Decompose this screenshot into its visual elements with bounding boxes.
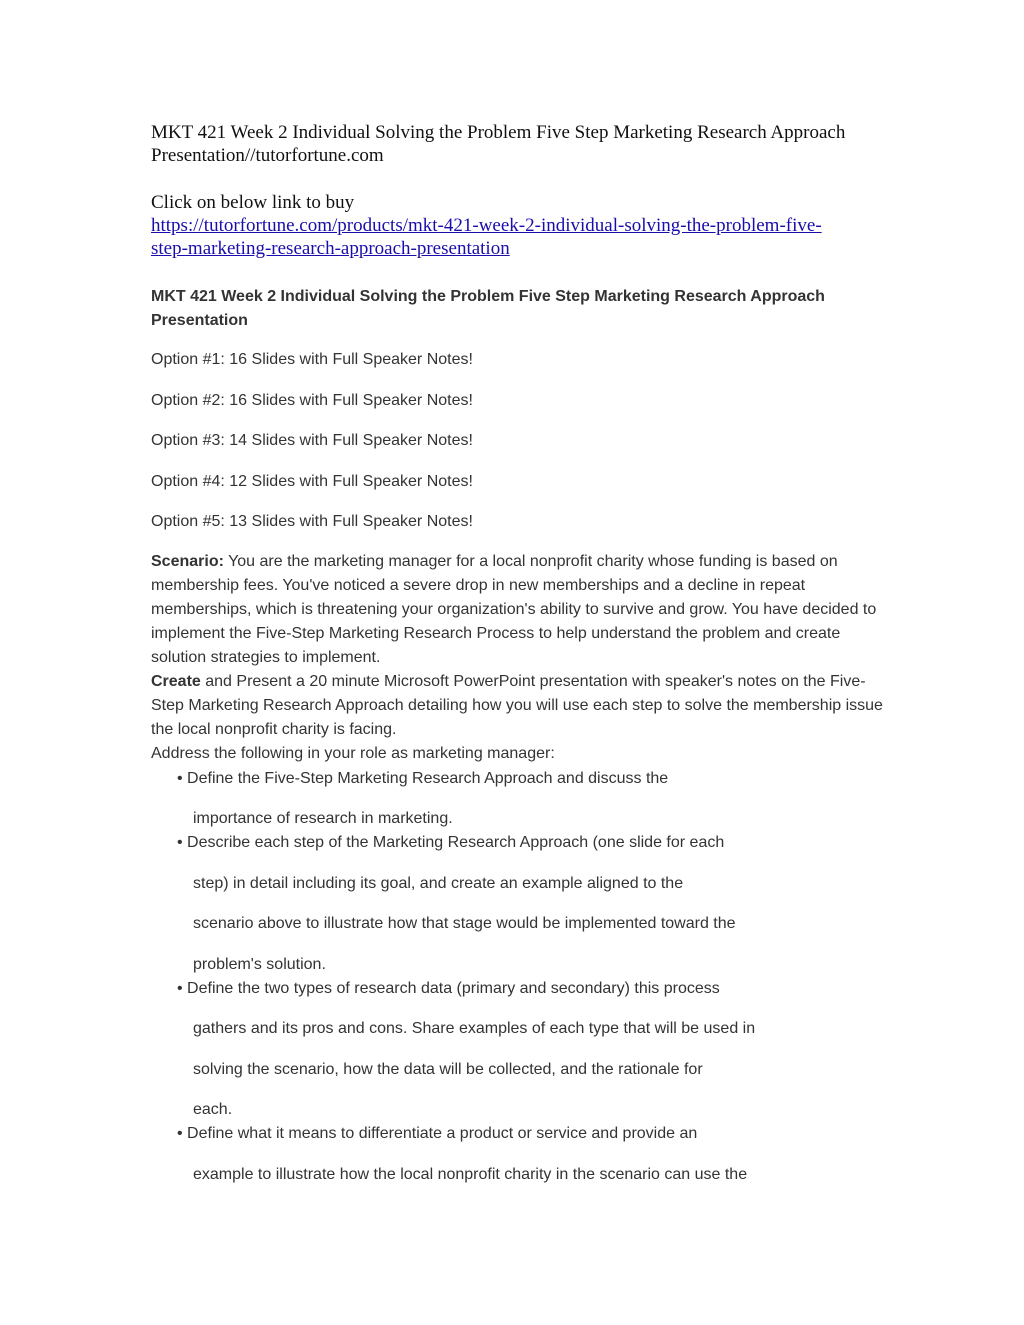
bullet-line: solving the scenario, how the data will be collected, and the rationale for bbox=[193, 1061, 703, 1078]
scenario-label: Scenario: bbox=[151, 553, 224, 570]
bullet-line: scenario above to illustrate how that stage would be implemented toward the bbox=[193, 915, 736, 932]
document-title: MKT 421 Week 2 Individual Solving the Problem Five Step Marketing Research Approach Presentation//tutorfortune.com bbox=[151, 122, 846, 166]
option-item: Option #1: 16 Slides with Full Speaker Notes! bbox=[151, 351, 473, 368]
bullet-line: gathers and its pros and cons. Share examples of each type that will be used in bbox=[193, 1020, 756, 1037]
create-paragraph bbox=[151, 670, 891, 742]
bullet-line: step) in detail including its goal, and create an example aligned to the bbox=[193, 875, 684, 892]
option-item: Option #3: 14 Slides with Full Speaker Notes! bbox=[151, 432, 473, 449]
create-text: and Present a 20 minute Microsoft PowerPoint presentation with speaker's notes on the Five-Step Marketing Research Approach detailing how you will use each step to solve the membership issue the local nonprofit charity is facing. bbox=[151, 673, 883, 738]
bullet-line: importance of research in marketing. bbox=[193, 810, 453, 827]
create-label: Create bbox=[151, 673, 201, 690]
product-link-line-2: step-marketing-research-approach-presentation bbox=[151, 238, 510, 259]
address-line: Address the following in your role as marketing manager: bbox=[151, 745, 555, 762]
bullet-line: • Define what it means to differentiate a product or service and provide an bbox=[177, 1125, 698, 1142]
scenario-text: You are the marketing manager for a local nonprofit charity whose funding is based on membership fees. You've noticed a severe drop in new memberships and a decline in repeat memberships, which is threatening your organization's ability to survive and grow. You have decided to implement the Five-Step Marketing Research Process to help understand the problem and create solution strategies to implement. bbox=[151, 553, 877, 666]
bullet-line: each. bbox=[193, 1101, 233, 1118]
option-item: Option #5: 13 Slides with Full Speaker Notes! bbox=[151, 513, 473, 530]
buy-label: Click on below link to buy bbox=[151, 192, 355, 213]
scenario-paragraph bbox=[151, 550, 891, 670]
product-link-line-1: https://tutorfortune.com/products/mkt-421-week-2-individual-solving-the-problem-five- bbox=[151, 215, 822, 236]
bullet-line: problem's solution. bbox=[193, 956, 326, 973]
product-link[interactable] bbox=[151, 214, 891, 260]
bullet-line: • Describe each step of the Marketing Research Approach (one slide for each bbox=[177, 834, 725, 851]
buy-section bbox=[151, 191, 891, 260]
assignment-heading: MKT 421 Week 2 Individual Solving the Problem Five Step Marketing Research Approach Presentation bbox=[151, 288, 825, 329]
bullet-line: example to illustrate how the local nonprofit charity in the scenario can use the bbox=[193, 1166, 748, 1183]
bullet-line: • Define the Five-Step Marketing Research Approach and discuss the bbox=[177, 770, 669, 787]
option-item: Option #2: 16 Slides with Full Speaker Notes! bbox=[151, 392, 473, 409]
bullet-line: • Define the two types of research data (primary and secondary) this process bbox=[177, 980, 720, 997]
option-item: Option #4: 12 Slides with Full Speaker Notes! bbox=[151, 473, 473, 490]
